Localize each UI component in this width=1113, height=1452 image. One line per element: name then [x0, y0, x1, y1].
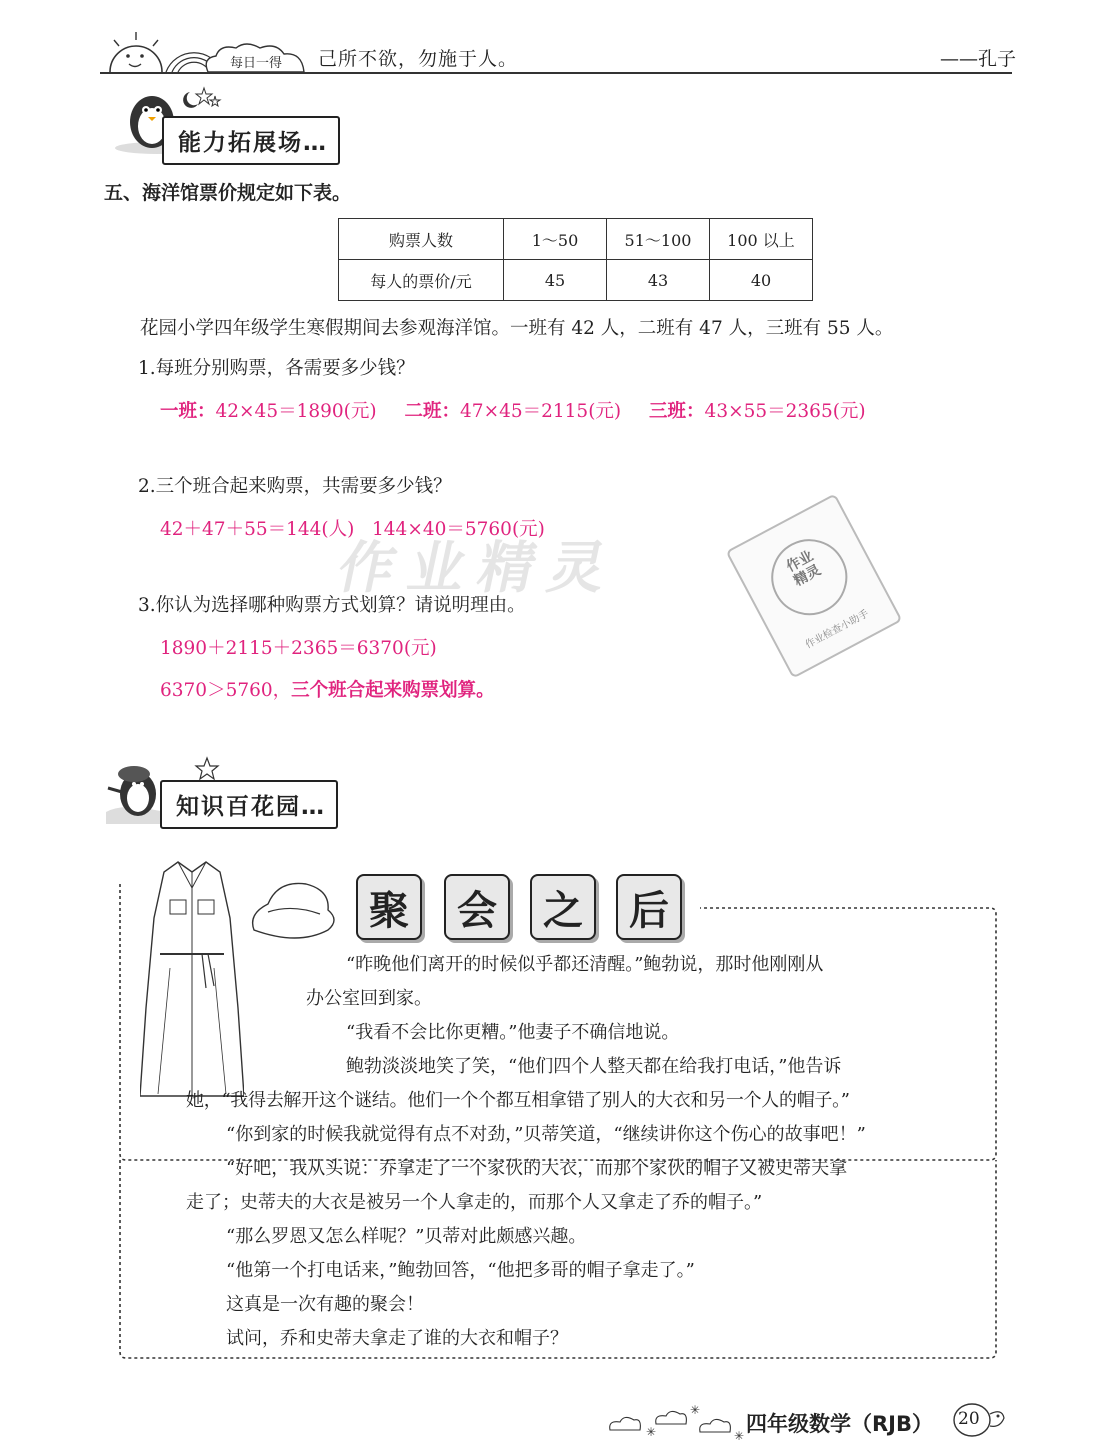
story-paragraph: “我看不会比你更糟。”他妻子不确信地说。	[346, 1022, 680, 1043]
price-table	[338, 218, 813, 301]
table-cell: 100 以上	[710, 219, 813, 260]
story-frame-bottom	[118, 1160, 998, 1360]
story-paragraph: 鲍勃淡淡地笑了笑，“他们四个人整天都在给我打电话，”他告诉	[346, 1056, 842, 1077]
story-paragraph: “那么罗恩又怎么样呢？”贝蒂对此颇感兴趣。	[226, 1226, 587, 1247]
story-paragraph: “他第一个打电话来，”鲍勃回答，“他把多哥的帽子拿走了。”	[226, 1260, 695, 1281]
banner-label: 知识百花园…	[176, 794, 326, 820]
table-cell: 1～50	[504, 219, 607, 260]
story-paragraph: 这真是一次有趣的聚会！	[226, 1294, 424, 1315]
table-cell: 43	[607, 260, 710, 301]
table-row	[339, 260, 813, 301]
stamp-subtitle: 作业检查小助手	[803, 608, 871, 651]
answer-expr: 42×45＝1890(元)	[215, 401, 377, 422]
answer-3-line-2	[160, 676, 495, 702]
table-cell: 51～100	[607, 219, 710, 260]
section-banner-ability	[162, 116, 340, 165]
stamp-title: 作业精灵	[783, 548, 824, 590]
footer-clouds-icon	[606, 1400, 746, 1440]
story-title-char: 后	[616, 874, 682, 940]
answer-label: 二班：	[404, 401, 461, 422]
answer-label: 三班：	[649, 401, 705, 422]
answer-2: 42＋47＋55＝144(人) 144×40＝5760(元)	[160, 519, 545, 540]
answer-expr: 6370＞5760，	[160, 680, 292, 701]
answer-label: 一班：	[160, 401, 216, 422]
svg-text:✳: ✳	[734, 1429, 745, 1440]
problem-intro: 花园小学四年级学生寒假期间去参观海洋馆。一班有 42 人，二班有 47 人，三班有 55 人。	[140, 318, 894, 339]
table-row	[339, 219, 813, 260]
footer-book-title: 四年级数学（RJB）	[746, 1412, 933, 1436]
question-title: 五、海洋馆票价规定如下表。	[104, 182, 352, 204]
story-paragraph: “好吧，我从头说：乔拿走了一个家伙的大衣，而那个家伙的帽子又被史蒂夫拿	[226, 1158, 848, 1179]
table-cell: 45	[504, 260, 607, 301]
story-title-char: 之	[530, 874, 596, 940]
story-title-char: 会	[444, 874, 510, 940]
table-header-label: 购票人数	[339, 219, 504, 260]
table-row-label: 每人的票价/元	[339, 260, 504, 301]
answer-expr: 47×45＝2115(元)	[460, 401, 622, 422]
header-divider	[100, 72, 1012, 74]
hat-illustration-icon	[248, 874, 338, 946]
daily-label: 每日一得	[230, 56, 283, 71]
section-banner-knowledge	[160, 780, 338, 829]
table-cell: 40	[710, 260, 813, 301]
answer-expr: 43×55＝2365(元)	[704, 401, 866, 422]
homework-stamp	[725, 493, 902, 678]
svg-text:✳: ✳	[690, 1403, 701, 1417]
svg-text:✳: ✳	[646, 1425, 657, 1439]
header-author: ——孔子	[940, 48, 1017, 70]
answer-conclusion: 三个班合起来购票划算。	[291, 680, 495, 701]
banner-label: 能力拓展场…	[178, 130, 328, 156]
header-motto: 己所不欲，勿施于人。	[318, 48, 519, 70]
question-3: 3.你认为选择哪种购票方式划算？请说明理由。	[138, 595, 526, 616]
page-number: 20	[958, 1409, 980, 1429]
story-paragraph: “昨晚他们离开的时候似乎都还清醒。”鲍勃说，那时他刚刚从	[346, 954, 824, 975]
story-paragraph: 走了；史蒂夫的大衣是被另一个人拿走的，而那个人又拿走了乔的帽子。”	[186, 1192, 763, 1213]
answer-3-line-1: 1890＋2115＋2365＝6370(元)	[160, 638, 437, 659]
answer-1	[160, 397, 866, 423]
story-paragraph: 她，“我得去解开这个谜结。他们一个个都互相拿错了别人的大衣和另一个人的帽子。”	[186, 1090, 850, 1111]
watermark-text: 作业精灵	[332, 536, 626, 601]
question-2: 2.三个班合起来购票，共需要多少钱？	[138, 476, 452, 497]
story-paragraph: 办公室回到家。	[306, 988, 432, 1009]
story-title-char: 聚	[356, 874, 422, 940]
story-paragraph: 试问，乔和史蒂夫拿走了谁的大衣和帽子？	[226, 1328, 568, 1349]
story-paragraph: “你到家的时候我就觉得有点不对劲，”贝蒂笑道，“继续讲你这个伤心的故事吧！”	[226, 1124, 866, 1145]
coat-illustration-icon	[140, 858, 244, 1100]
question-1: 1.每班分别购票，各需要多少钱？	[138, 358, 415, 379]
